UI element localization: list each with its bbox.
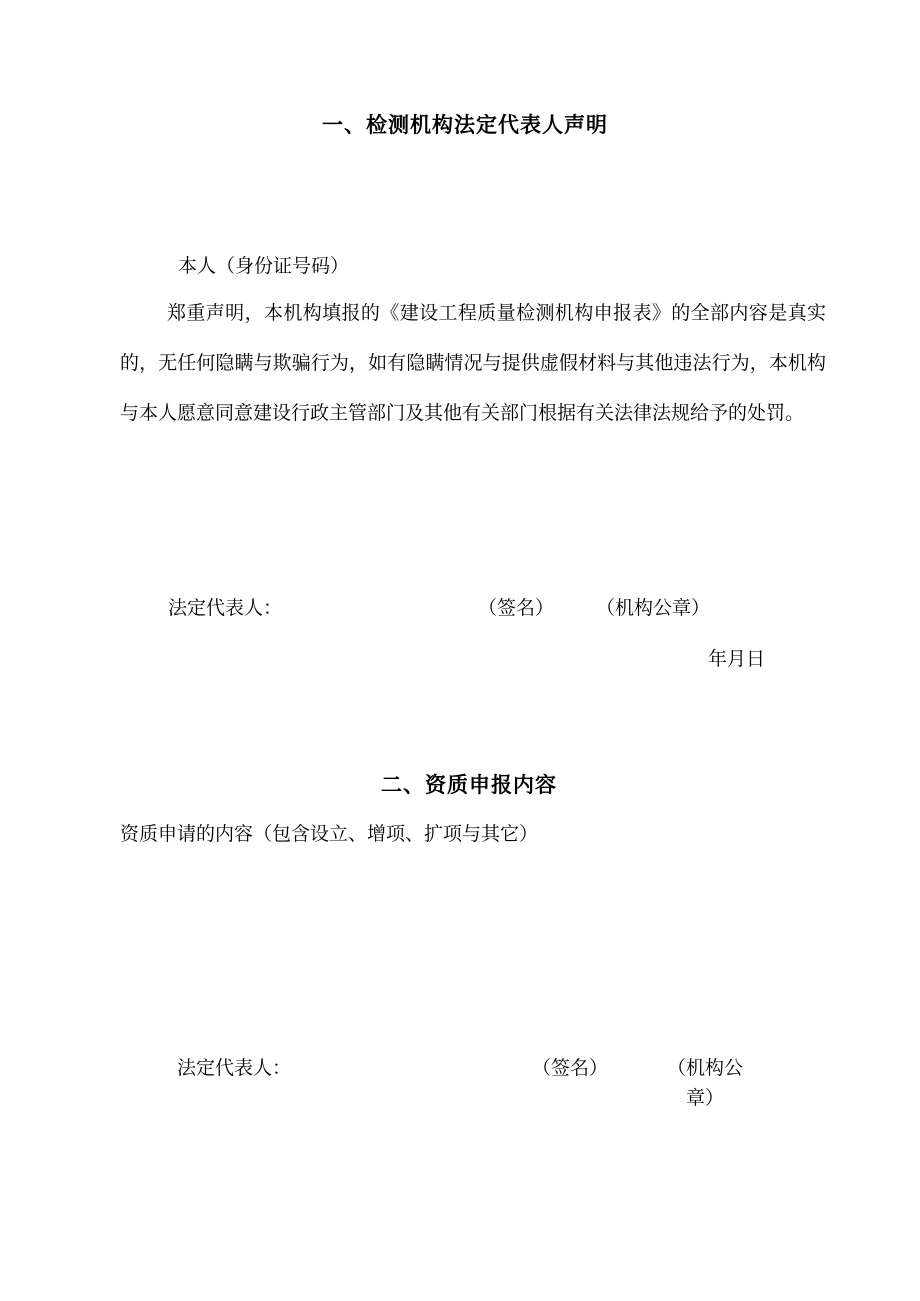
id-number-line: 本人（身份证号码） xyxy=(178,255,350,277)
legal-rep-label: 法定代表人： xyxy=(177,1057,292,1079)
section2-heading: 二、资质申报内容 xyxy=(381,772,557,797)
declaration-paragraph: 郑重声明，本机构填报的《建设工程质量检测机构申报表》的全部内容是真实的，无任何隐瞒与欺骗行为，如有隐瞒情况与提供虚假材料与其他违法行为，本机构与本人愿意同意建设行政主管部门及其他有关部门根据有关法律法规给予的处罚。 xyxy=(120,302,826,424)
date-label: 年月日 xyxy=(708,648,766,670)
legal-rep-label: 法定代表人： xyxy=(168,597,283,619)
signature-label: （签名） xyxy=(532,1057,609,1079)
section1-heading: 一、检测机构法定代表人声明 xyxy=(322,112,608,137)
institution-seal-label: （机构公章） xyxy=(666,1057,743,1109)
qualification-content-label: 资质申请的内容（包含设立、增项、扩项与其它） xyxy=(120,823,539,845)
signature-label: （签名） xyxy=(478,597,555,619)
institution-seal-label: （机构公章） xyxy=(596,597,711,619)
